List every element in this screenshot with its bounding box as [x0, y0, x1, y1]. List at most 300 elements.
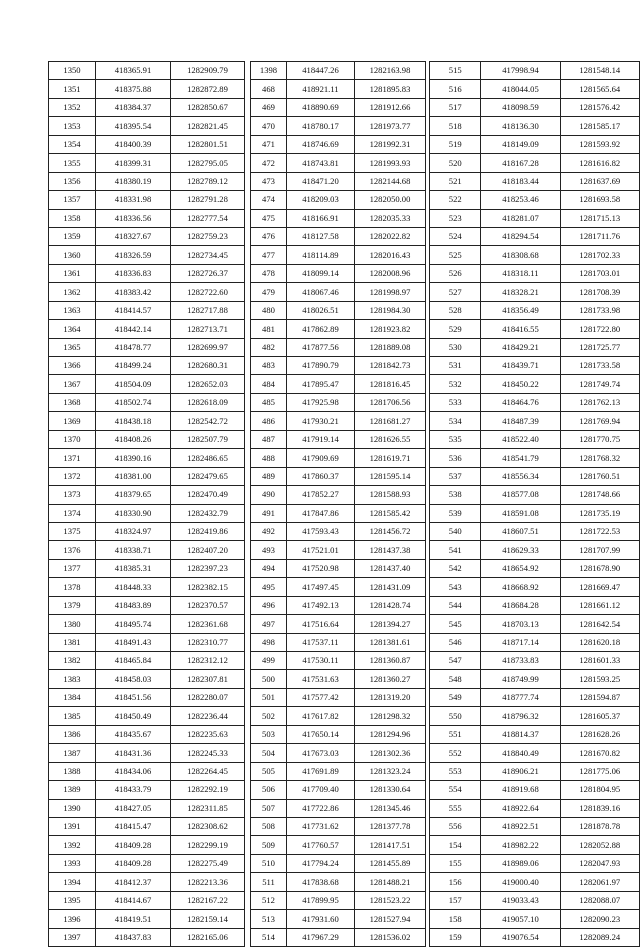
- point-number: 1385: [49, 707, 96, 725]
- point-number: 513: [251, 910, 287, 928]
- point-number: 1353: [49, 117, 96, 135]
- y-coordinate: 1281626.55: [355, 430, 426, 448]
- y-coordinate: 1282292.19: [171, 781, 245, 799]
- table-row: [430, 799, 640, 817]
- point-number: 527: [430, 283, 481, 301]
- point-number: 1369: [49, 412, 96, 430]
- table-row: [430, 891, 640, 909]
- point-number: 1374: [49, 504, 96, 522]
- x-coordinate: 417731.62: [287, 817, 355, 835]
- x-coordinate: 417760.57: [287, 836, 355, 854]
- point-number: 1381: [49, 633, 96, 651]
- y-coordinate: 1281330.64: [355, 781, 426, 799]
- point-number: 541: [430, 541, 481, 559]
- point-number: 526: [430, 264, 481, 282]
- table-row: [430, 486, 640, 504]
- point-number: 522: [430, 191, 481, 209]
- y-coordinate: 1281998.97: [355, 283, 426, 301]
- x-coordinate: 418379.65: [96, 486, 171, 504]
- point-number: 551: [430, 725, 481, 743]
- y-coordinate: 1281707.99: [560, 541, 639, 559]
- y-coordinate: 1281748.66: [560, 486, 639, 504]
- table-row: [49, 707, 245, 725]
- x-coordinate: 418906.21: [481, 762, 560, 780]
- y-coordinate: 1281775.06: [560, 762, 639, 780]
- point-number: 550: [430, 707, 481, 725]
- x-coordinate: 417722.86: [287, 799, 355, 817]
- point-number: 1394: [49, 873, 96, 891]
- table-row: [251, 910, 426, 928]
- y-coordinate: 1281628.26: [560, 725, 639, 743]
- point-number: 492: [251, 522, 287, 540]
- table-row: [49, 80, 245, 98]
- table-row: [430, 320, 640, 338]
- point-number: 535: [430, 430, 481, 448]
- table-row: [49, 578, 245, 596]
- y-coordinate: 1282397.23: [171, 559, 245, 577]
- x-coordinate: 418541.79: [481, 449, 560, 467]
- point-number: 499: [251, 652, 287, 670]
- y-coordinate: 1282052.88: [560, 836, 639, 854]
- y-coordinate: 1282795.05: [171, 154, 245, 172]
- table-row: [430, 430, 640, 448]
- table-row: [49, 559, 245, 577]
- point-number: 530: [430, 338, 481, 356]
- x-coordinate: 418458.03: [96, 670, 171, 688]
- x-coordinate: 418814.37: [481, 725, 560, 743]
- point-number: 471: [251, 135, 287, 153]
- y-coordinate: 1282789.12: [171, 172, 245, 190]
- table-row: [251, 762, 426, 780]
- y-coordinate: 1282777.54: [171, 209, 245, 227]
- y-coordinate: 1282759.23: [171, 227, 245, 245]
- y-coordinate: 1282680.31: [171, 357, 245, 375]
- y-coordinate: 1281804.95: [560, 781, 639, 799]
- table-row: [430, 246, 640, 264]
- table-row: [251, 725, 426, 743]
- y-coordinate: 1281973.77: [355, 117, 426, 135]
- x-coordinate: 418183.44: [481, 172, 560, 190]
- x-coordinate: 418733.83: [481, 652, 560, 670]
- x-coordinate: 418743.81: [287, 154, 355, 172]
- x-coordinate: 418381.00: [96, 467, 171, 485]
- point-number: 512: [251, 891, 287, 909]
- y-coordinate: 1281593.92: [560, 135, 639, 153]
- point-number: 1367: [49, 375, 96, 393]
- table-row: [430, 652, 640, 670]
- table-row: [251, 928, 426, 946]
- table-row: [430, 928, 640, 946]
- table-row: [430, 781, 640, 799]
- x-coordinate: 418044.05: [481, 80, 560, 98]
- table-row: [251, 486, 426, 504]
- table-row: [430, 209, 640, 227]
- y-coordinate: 1282821.45: [171, 117, 245, 135]
- table-row: [251, 117, 426, 135]
- x-coordinate: 418471.20: [287, 172, 355, 190]
- y-coordinate: 1282382.15: [171, 578, 245, 596]
- point-number: 1386: [49, 725, 96, 743]
- table-row: [251, 135, 426, 153]
- table-row: [430, 449, 640, 467]
- point-number: 484: [251, 375, 287, 393]
- point-number: 1359: [49, 227, 96, 245]
- table-row: [49, 504, 245, 522]
- y-coordinate: 1281992.31: [355, 135, 426, 153]
- y-coordinate: 1281323.24: [355, 762, 426, 780]
- table-row: [49, 449, 245, 467]
- table-row: [430, 725, 640, 743]
- point-number: 525: [430, 246, 481, 264]
- table-row: [430, 80, 640, 98]
- table-row: [49, 357, 245, 375]
- point-number: 1382: [49, 652, 96, 670]
- x-coordinate: 418989.06: [481, 854, 560, 872]
- point-number: 1364: [49, 320, 96, 338]
- x-coordinate: 418429.21: [481, 338, 560, 356]
- y-coordinate: 1282050.00: [355, 191, 426, 209]
- table-row: [49, 725, 245, 743]
- x-coordinate: 417521.01: [287, 541, 355, 559]
- table-row: [49, 393, 245, 411]
- x-coordinate: 418629.33: [481, 541, 560, 559]
- y-coordinate: 1281708.39: [560, 283, 639, 301]
- y-coordinate: 1281601.33: [560, 652, 639, 670]
- point-number: 1390: [49, 799, 96, 817]
- table-row: [430, 357, 640, 375]
- table-row: [430, 522, 640, 540]
- table-row: [49, 541, 245, 559]
- y-coordinate: 1281735.19: [560, 504, 639, 522]
- y-coordinate: 1281923.82: [355, 320, 426, 338]
- point-number: 470: [251, 117, 287, 135]
- y-coordinate: 1282713.71: [171, 320, 245, 338]
- x-coordinate: 417899.95: [287, 891, 355, 909]
- x-coordinate: 417860.37: [287, 467, 355, 485]
- point-number: 1379: [49, 596, 96, 614]
- point-number: 509: [251, 836, 287, 854]
- point-number: 538: [430, 486, 481, 504]
- y-coordinate: 1281839.16: [560, 799, 639, 817]
- x-coordinate: 418684.28: [481, 596, 560, 614]
- y-coordinate: 1281548.14: [560, 62, 639, 80]
- table-row: [49, 246, 245, 264]
- y-coordinate: 1281576.42: [560, 98, 639, 116]
- point-number: 475: [251, 209, 287, 227]
- point-number: 548: [430, 670, 481, 688]
- point-number: 480: [251, 301, 287, 319]
- x-coordinate: 418451.56: [96, 688, 171, 706]
- table-row: [430, 98, 640, 116]
- y-coordinate: 1282699.97: [171, 338, 245, 356]
- table-row: [251, 504, 426, 522]
- point-number: 487: [251, 430, 287, 448]
- x-coordinate: 417492.13: [287, 596, 355, 614]
- y-coordinate: 1281842.73: [355, 357, 426, 375]
- table-row: [430, 762, 640, 780]
- x-coordinate: 417919.14: [287, 430, 355, 448]
- table-row: [251, 541, 426, 559]
- y-coordinate: 1282163.98: [355, 62, 426, 80]
- table-row: [251, 283, 426, 301]
- x-coordinate: 418502.74: [96, 393, 171, 411]
- table-row: [251, 799, 426, 817]
- y-coordinate: 1281294.96: [355, 725, 426, 743]
- x-coordinate: 418127.58: [287, 227, 355, 245]
- point-number: 540: [430, 522, 481, 540]
- x-coordinate: 419000.40: [481, 873, 560, 891]
- table-row: [251, 596, 426, 614]
- x-coordinate: 418491.43: [96, 633, 171, 651]
- y-coordinate: 1282264.45: [171, 762, 245, 780]
- x-coordinate: 418395.54: [96, 117, 171, 135]
- table-row: [430, 154, 640, 172]
- table-row: [49, 762, 245, 780]
- table-row: [49, 227, 245, 245]
- x-coordinate: 418375.88: [96, 80, 171, 98]
- y-coordinate: 1282507.79: [171, 430, 245, 448]
- point-number: 477: [251, 246, 287, 264]
- point-number: 1398: [251, 62, 287, 80]
- table-row: [49, 375, 245, 393]
- point-number: 1387: [49, 744, 96, 762]
- x-coordinate: 418253.46: [481, 191, 560, 209]
- y-coordinate: 1282159.14: [171, 910, 245, 928]
- x-coordinate: 418921.11: [287, 80, 355, 98]
- y-coordinate: 1281722.53: [560, 522, 639, 540]
- x-coordinate: 418416.55: [481, 320, 560, 338]
- y-coordinate: 1281377.78: [355, 817, 426, 835]
- x-coordinate: 418167.28: [481, 154, 560, 172]
- table-row: [251, 80, 426, 98]
- table-row: [49, 781, 245, 799]
- point-number: 473: [251, 172, 287, 190]
- point-number: 154: [430, 836, 481, 854]
- point-number: 1378: [49, 578, 96, 596]
- point-number: 534: [430, 412, 481, 430]
- table-row: [430, 375, 640, 393]
- y-coordinate: 1281488.21: [355, 873, 426, 891]
- y-coordinate: 1282016.43: [355, 246, 426, 264]
- x-coordinate: 418281.07: [481, 209, 560, 227]
- point-number: 549: [430, 688, 481, 706]
- table-row: [49, 799, 245, 817]
- point-number: 1356: [49, 172, 96, 190]
- point-number: 1395: [49, 891, 96, 909]
- table-row: [49, 744, 245, 762]
- y-coordinate: 1281428.74: [355, 596, 426, 614]
- y-coordinate: 1282618.09: [171, 393, 245, 411]
- point-number: 555: [430, 799, 481, 817]
- x-coordinate: 418114.89: [287, 246, 355, 264]
- point-number: 498: [251, 633, 287, 651]
- y-coordinate: 1282245.33: [171, 744, 245, 762]
- y-coordinate: 1281715.13: [560, 209, 639, 227]
- table-row: [49, 615, 245, 633]
- x-coordinate: 417852.27: [287, 486, 355, 504]
- point-number: 516: [430, 80, 481, 98]
- x-coordinate: 418166.91: [287, 209, 355, 227]
- point-number: 554: [430, 781, 481, 799]
- x-coordinate: 417650.14: [287, 725, 355, 743]
- y-coordinate: 1281993.93: [355, 154, 426, 172]
- table-row: [430, 615, 640, 633]
- point-number: 1355: [49, 154, 96, 172]
- table-row: [49, 62, 245, 80]
- y-coordinate: 1281733.58: [560, 357, 639, 375]
- y-coordinate: 1282486.65: [171, 449, 245, 467]
- y-coordinate: 1281762.13: [560, 393, 639, 411]
- point-number: 478: [251, 264, 287, 282]
- point-number: 1396: [49, 910, 96, 928]
- table-row: [430, 744, 640, 762]
- point-number: 521: [430, 172, 481, 190]
- point-number: 501: [251, 688, 287, 706]
- y-coordinate: 1282479.65: [171, 467, 245, 485]
- point-number: 1351: [49, 80, 96, 98]
- x-coordinate: 417617.82: [287, 707, 355, 725]
- point-number: 159: [430, 928, 481, 946]
- point-number: 524: [430, 227, 481, 245]
- point-number: 472: [251, 154, 287, 172]
- y-coordinate: 1282542.72: [171, 412, 245, 430]
- x-coordinate: 418026.51: [287, 301, 355, 319]
- y-coordinate: 1281431.09: [355, 578, 426, 596]
- table-row: [49, 891, 245, 909]
- y-coordinate: 1281895.83: [355, 80, 426, 98]
- point-number: 1354: [49, 135, 96, 153]
- x-coordinate: 418450.49: [96, 707, 171, 725]
- y-coordinate: 1281394.27: [355, 615, 426, 633]
- table-row: [430, 559, 640, 577]
- x-coordinate: 418336.83: [96, 264, 171, 282]
- x-coordinate: 417909.69: [287, 449, 355, 467]
- x-coordinate: 418330.90: [96, 504, 171, 522]
- x-coordinate: 417925.98: [287, 393, 355, 411]
- x-coordinate: 418890.69: [287, 98, 355, 116]
- table-row: [430, 633, 640, 651]
- x-coordinate: 417516.64: [287, 615, 355, 633]
- coordinate-table-left: [48, 61, 245, 947]
- y-coordinate: 1281527.94: [355, 910, 426, 928]
- point-number: 1393: [49, 854, 96, 872]
- x-coordinate: 417531.63: [287, 670, 355, 688]
- point-number: 1366: [49, 357, 96, 375]
- y-coordinate: 1281670.82: [560, 744, 639, 762]
- point-number: 543: [430, 578, 481, 596]
- x-coordinate: 417530.11: [287, 652, 355, 670]
- x-coordinate: 418414.57: [96, 301, 171, 319]
- x-coordinate: 418327.67: [96, 227, 171, 245]
- point-number: 1371: [49, 449, 96, 467]
- point-number: 482: [251, 338, 287, 356]
- x-coordinate: 418922.64: [481, 799, 560, 817]
- point-number: 520: [430, 154, 481, 172]
- table-row: [251, 449, 426, 467]
- table-row: [430, 910, 640, 928]
- y-coordinate: 1282370.57: [171, 596, 245, 614]
- x-coordinate: 418408.26: [96, 430, 171, 448]
- table-row: [430, 135, 640, 153]
- y-coordinate: 1281678.90: [560, 559, 639, 577]
- point-number: 537: [430, 467, 481, 485]
- table-row: [251, 172, 426, 190]
- point-number: 1372: [49, 467, 96, 485]
- point-number: 1352: [49, 98, 96, 116]
- point-number: 518: [430, 117, 481, 135]
- table-row: [430, 541, 640, 559]
- y-coordinate: 1282167.22: [171, 891, 245, 909]
- table-row: [430, 412, 640, 430]
- x-coordinate: 417794.24: [287, 854, 355, 872]
- table-row: [251, 836, 426, 854]
- point-number: 502: [251, 707, 287, 725]
- x-coordinate: 418385.31: [96, 559, 171, 577]
- table-row: [49, 486, 245, 504]
- y-coordinate: 1281661.12: [560, 596, 639, 614]
- y-coordinate: 1281878.78: [560, 817, 639, 835]
- y-coordinate: 1282909.79: [171, 62, 245, 80]
- point-number: 494: [251, 559, 287, 577]
- table-row: [49, 670, 245, 688]
- x-coordinate: 418067.46: [287, 283, 355, 301]
- y-coordinate: 1281703.01: [560, 264, 639, 282]
- point-number: 532: [430, 375, 481, 393]
- y-coordinate: 1281711.76: [560, 227, 639, 245]
- point-number: 1357: [49, 191, 96, 209]
- y-coordinate: 1282850.67: [171, 98, 245, 116]
- table-row: [49, 191, 245, 209]
- y-coordinate: 1281984.30: [355, 301, 426, 319]
- x-coordinate: 417862.89: [287, 320, 355, 338]
- point-number: 536: [430, 449, 481, 467]
- point-number: 468: [251, 80, 287, 98]
- y-coordinate: 1282734.45: [171, 246, 245, 264]
- x-coordinate: 417931.60: [287, 910, 355, 928]
- table-row: [251, 633, 426, 651]
- x-coordinate: 418380.19: [96, 172, 171, 190]
- table-row: [251, 62, 426, 80]
- table-row: [251, 191, 426, 209]
- y-coordinate: 1281302.36: [355, 744, 426, 762]
- table-row: [430, 817, 640, 835]
- y-coordinate: 1282419.86: [171, 522, 245, 540]
- x-coordinate: 418522.40: [481, 430, 560, 448]
- point-number: 545: [430, 615, 481, 633]
- x-coordinate: 418136.30: [481, 117, 560, 135]
- x-coordinate: 418487.39: [481, 412, 560, 430]
- point-number: 539: [430, 504, 481, 522]
- y-coordinate: 1281706.56: [355, 393, 426, 411]
- x-coordinate: 418447.26: [287, 62, 355, 80]
- table-row: [251, 375, 426, 393]
- x-coordinate: 418099.14: [287, 264, 355, 282]
- point-number: 504: [251, 744, 287, 762]
- point-number: 469: [251, 98, 287, 116]
- point-number: 488: [251, 449, 287, 467]
- y-coordinate: 1282275.49: [171, 854, 245, 872]
- point-number: 507: [251, 799, 287, 817]
- x-coordinate: 419033.43: [481, 891, 560, 909]
- table-row: [49, 688, 245, 706]
- y-coordinate: 1281816.45: [355, 375, 426, 393]
- x-coordinate: 418328.21: [481, 283, 560, 301]
- y-coordinate: 1281702.33: [560, 246, 639, 264]
- point-number: 1391: [49, 817, 96, 835]
- point-number: 485: [251, 393, 287, 411]
- y-coordinate: 1282035.33: [355, 209, 426, 227]
- x-coordinate: 418982.22: [481, 836, 560, 854]
